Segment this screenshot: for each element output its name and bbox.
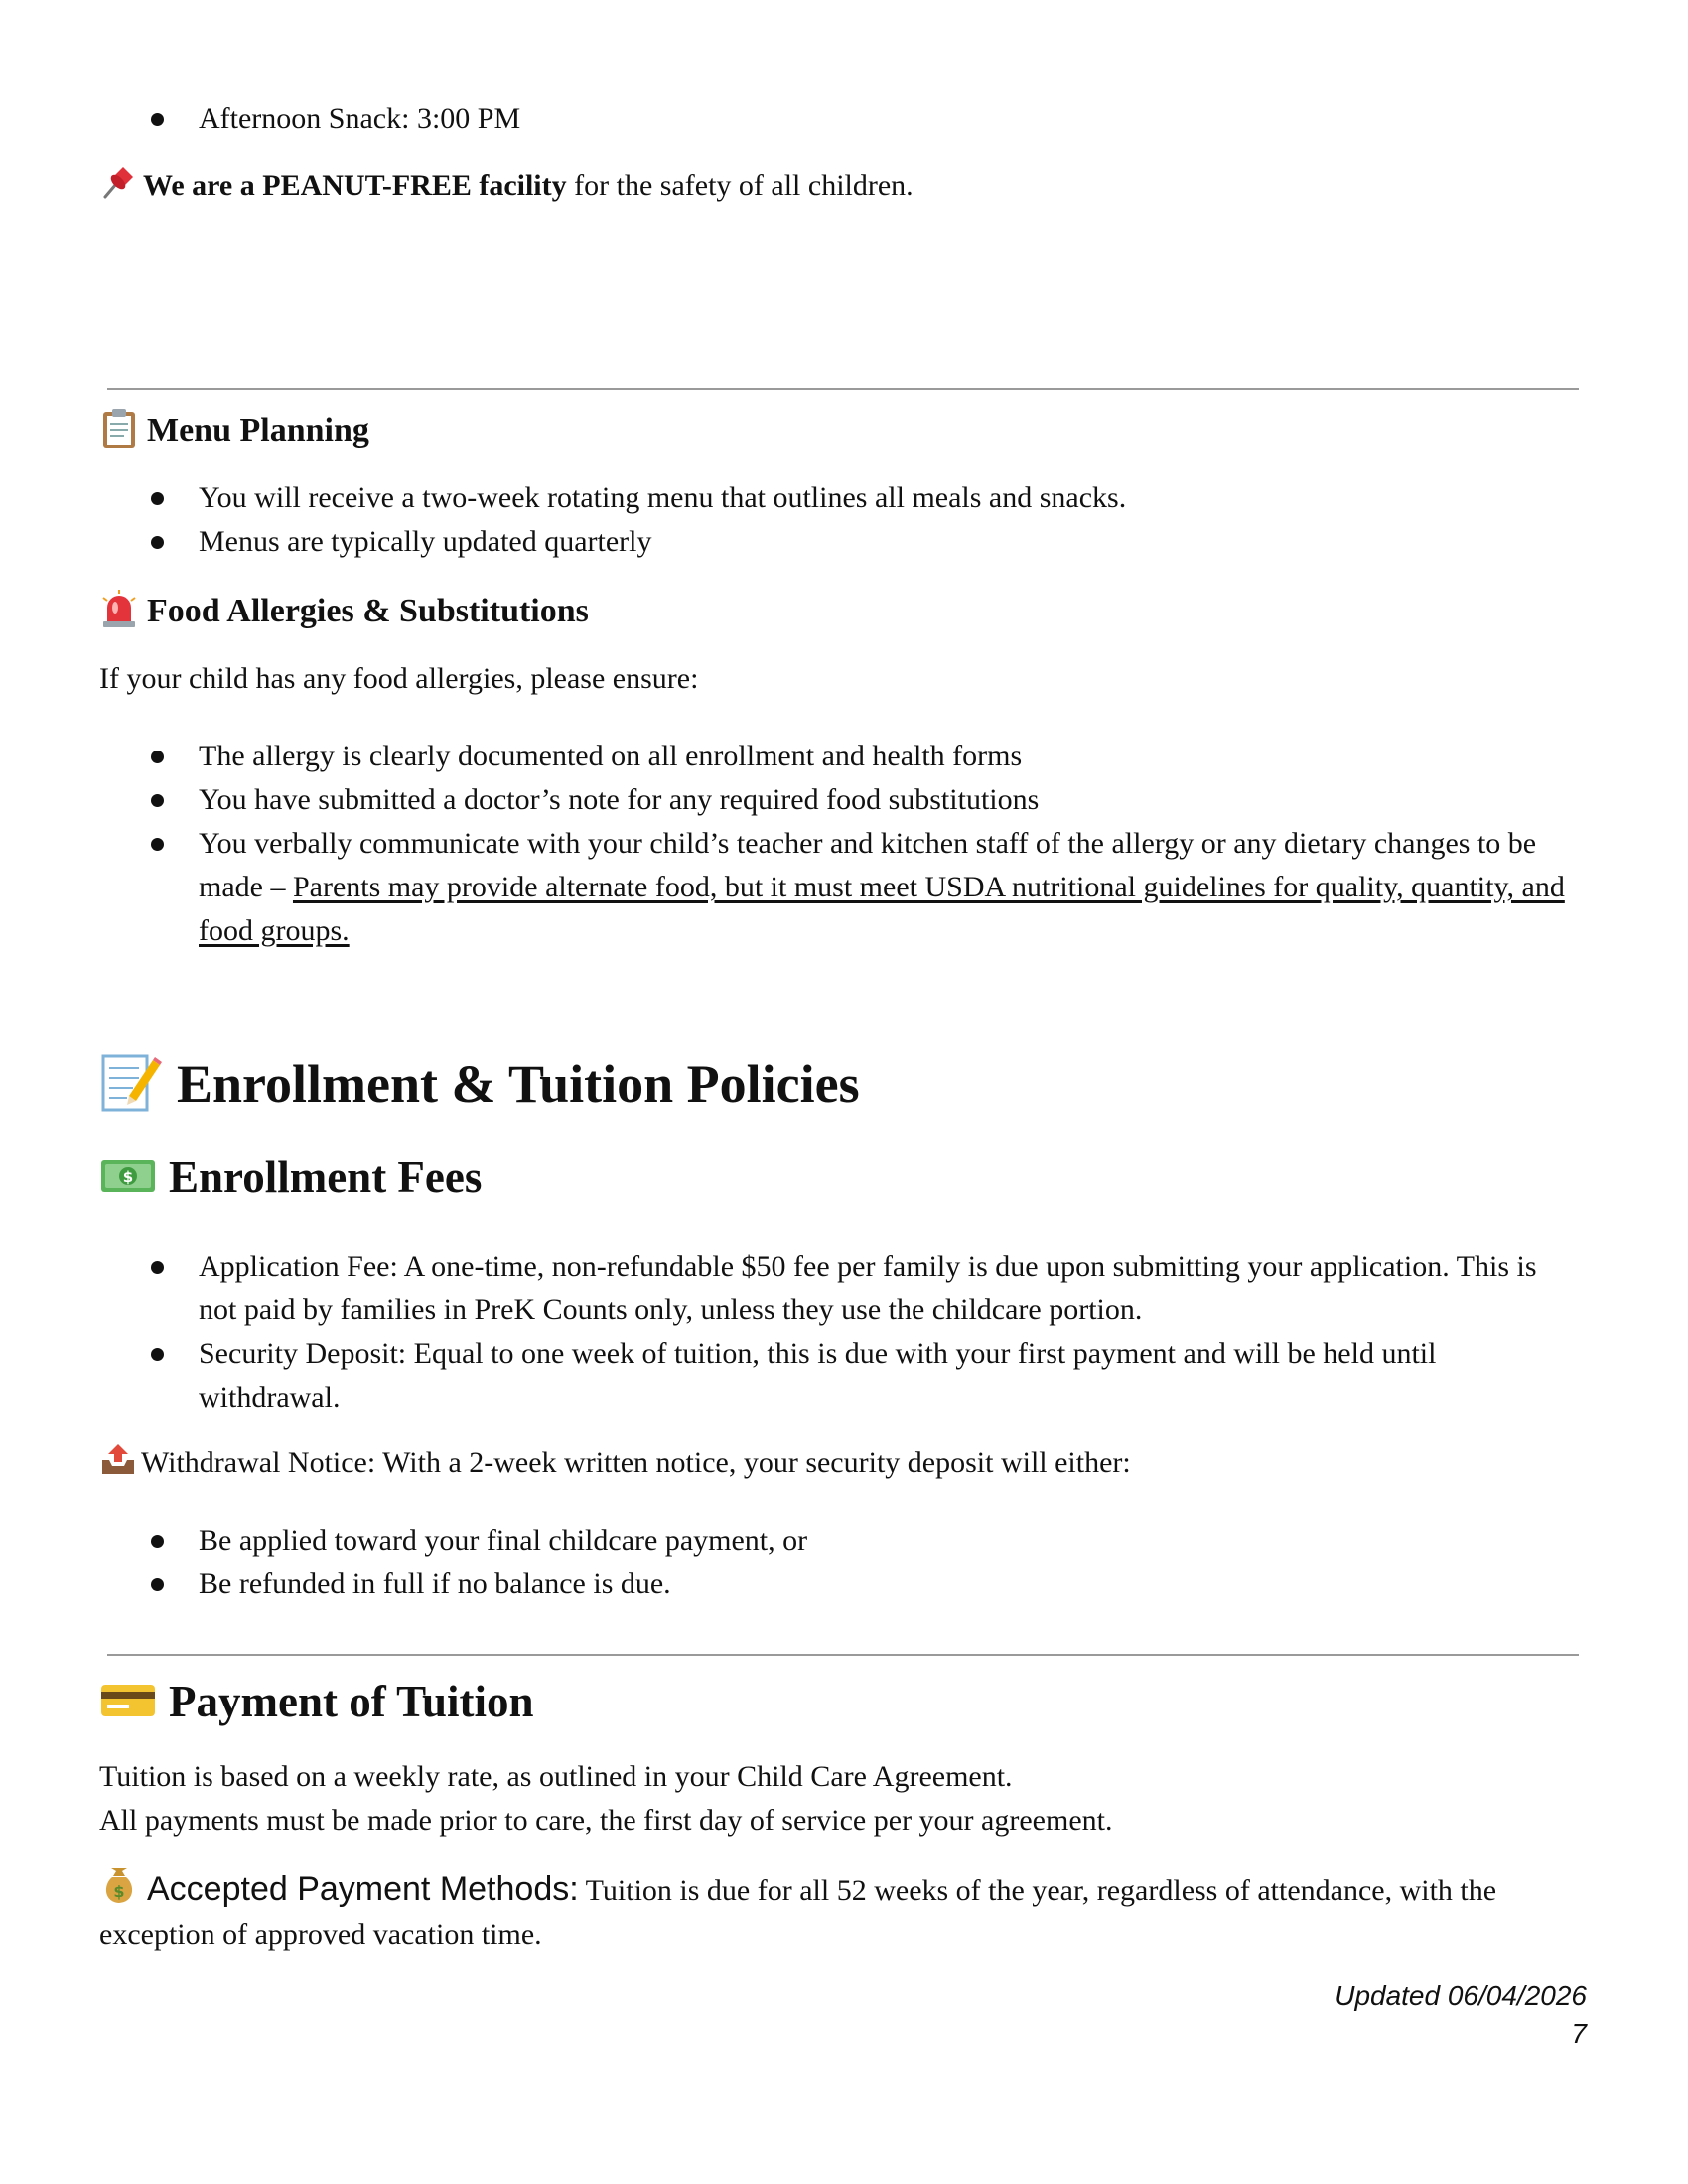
divider xyxy=(107,388,1579,390)
peanut-free-bold: We are a PEANUT-FREE facility xyxy=(143,169,567,202)
list-item xyxy=(199,735,1589,778)
payment-methods-text: Tuition is due for all 52 weeks of the year, regardless of attendance, with the exception of approved vacation time. xyxy=(99,1874,1497,1951)
payment-methods-label: Accepted Payment Methods: xyxy=(147,1870,579,1908)
enrollment-policies-title: Enrollment & Tuition Policies xyxy=(177,1054,860,1114)
siren-icon xyxy=(99,588,139,629)
food-allergies-title: Food Allergies & Substitutions xyxy=(147,593,589,629)
pushpin-icon xyxy=(99,163,137,201)
credit-card-icon xyxy=(99,1681,157,1720)
menu-item-text: Menus are typically updated quarterly xyxy=(199,525,652,558)
fee-item-text: Application Fee: A one-time, non-refundable $50 fee per family is due upon submitting your application. This is not paid by families in PreK Counts only, unless they use the childcare portion. xyxy=(199,1250,1537,1326)
list-item xyxy=(199,778,1589,822)
list-item xyxy=(199,520,1589,564)
svg-text:$: $ xyxy=(122,1168,134,1186)
divider xyxy=(107,1654,1579,1656)
svg-text:$: $ xyxy=(113,1882,125,1901)
usda-guideline-note: Parents may provide alternate food, but it must meet USDA nutritional guidelines for quality, quantity, and food groups. xyxy=(199,871,1565,947)
enrollment-fees-heading xyxy=(99,1150,482,1205)
peanut-free-notice xyxy=(99,163,914,207)
list-item xyxy=(199,477,1589,520)
peanut-free-rest: for the safety of all children. xyxy=(566,169,914,202)
list-item xyxy=(199,1519,1589,1563)
list-item xyxy=(199,1245,1579,1332)
withdrawal-item-text: Be applied toward your final childcare payment, or xyxy=(199,1524,808,1557)
list-item xyxy=(199,1563,1589,1606)
payment-timing-text: All payments must be made prior to care, the first day of service per your agreement. xyxy=(99,1804,1113,1837)
withdrawal-notice xyxy=(99,1441,1131,1485)
memo-icon xyxy=(99,1050,163,1114)
food-allergies-intro: If your child has any food allergies, please ensure: xyxy=(99,662,699,695)
enrollment-policies-heading xyxy=(99,1050,860,1117)
outbox-tray-icon xyxy=(99,1442,137,1476)
withdrawal-text: Withdrawal Notice: With a 2-week written notice, your security deposit will either: xyxy=(141,1446,1131,1479)
updated-date: Updated 06/04/2026 xyxy=(1335,1980,1587,2011)
food-allergies-heading xyxy=(99,588,589,633)
allergy-item-text: You verbally communicate with your child’s teacher and kitchen staff of the allergy or any dietary changes to be made – xyxy=(199,827,1537,903)
menu-planning-heading xyxy=(99,407,369,453)
clipboard-icon xyxy=(99,407,139,449)
snack-time-text: Afternoon Snack: 3:00 PM xyxy=(199,102,521,135)
payment-heading xyxy=(99,1674,534,1729)
money-bag-icon xyxy=(99,1866,139,1906)
payment-methods-paragraph xyxy=(99,1866,1584,1957)
withdrawal-item-text: Be refunded in full if no balance is due. xyxy=(199,1568,671,1600)
allergy-item-text: You have submitted a doctor’s note for any required food substitutions xyxy=(199,783,1040,816)
allergy-item-text: The allergy is clearly documented on all enrollment and health forms xyxy=(199,740,1023,772)
fee-item-text: Security Deposit: Equal to one week of tuition, this is due with your first payment and will be held until withdrawal. xyxy=(199,1337,1437,1414)
payment-rate-text: Tuition is based on a weekly rate, as outlined in your Child Care Agreement. xyxy=(99,1760,1013,1793)
list-item xyxy=(199,97,1589,141)
menu-item-text: You will receive a two-week rotating menu that outlines all meals and snacks. xyxy=(199,481,1127,514)
enrollment-fees-title: Enrollment Fees xyxy=(169,1153,483,1202)
list-item xyxy=(199,822,1584,953)
page-number: 7 xyxy=(1571,2018,1587,2049)
list-item xyxy=(199,1332,1579,1420)
menu-planning-title: Menu Planning xyxy=(147,412,369,449)
payment-title: Payment of Tuition xyxy=(169,1677,534,1726)
dollar-banknote-icon xyxy=(99,1157,157,1196)
